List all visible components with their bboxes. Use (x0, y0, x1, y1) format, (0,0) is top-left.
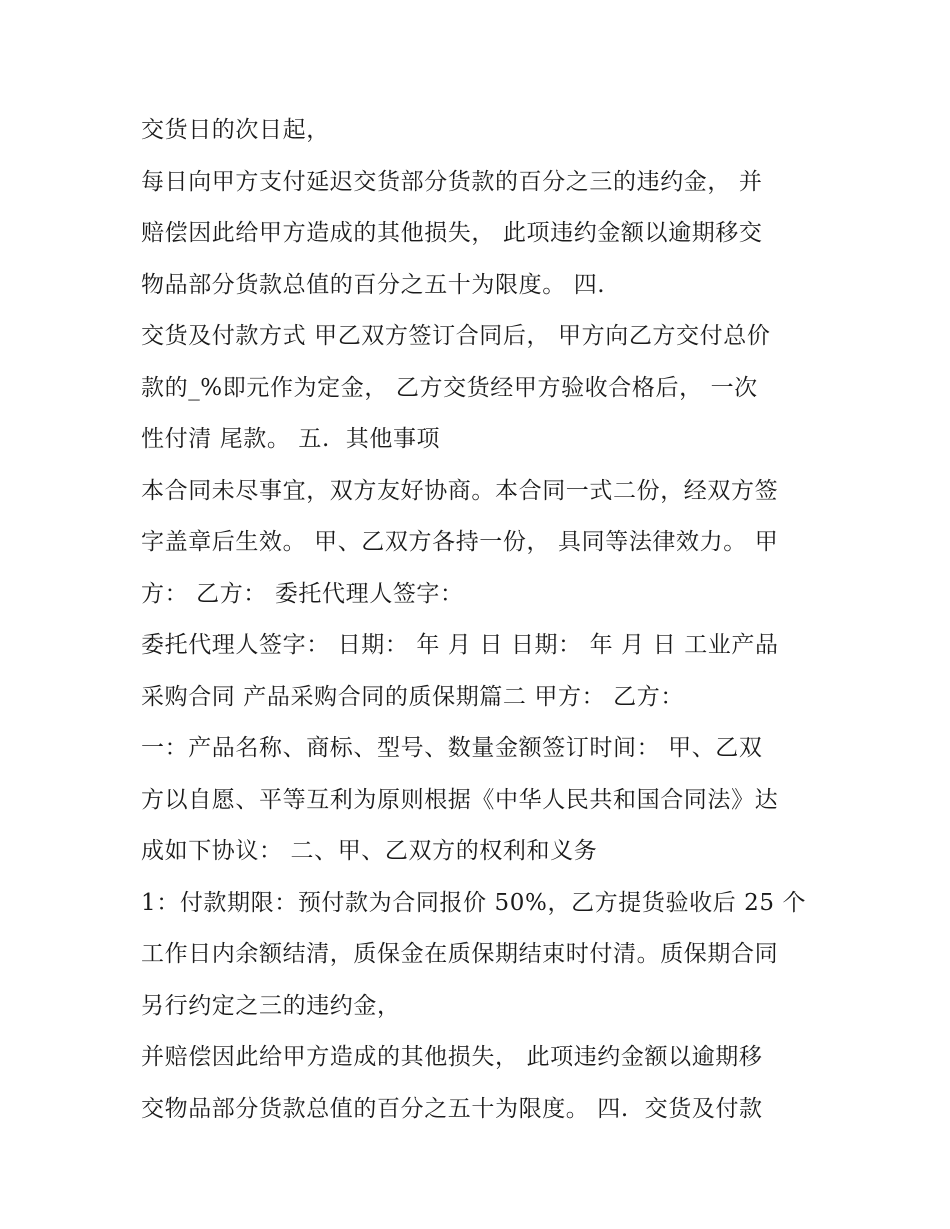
text-line: 方以自愿、平等互利为原则根据《中华人民共和国合同法》达 (141, 786, 779, 813)
text-line: 款的_%即元作为定金， 乙方交货经甲方验收合格后， 一次 (141, 374, 758, 401)
text-line: 成如下协议： 二、甲、乙双方的权利和义务 (141, 838, 598, 864)
text-line: 字盖章后生效。 甲、乙双方各持一份， 具同等法律效力。 甲 (141, 529, 779, 555)
text-line: 1：付款期限：预付款为合同报价 50%，乙方提货验收后 25 个 (141, 889, 807, 916)
text-line: 每日向甲方支付延迟交货部分货款的百分之三的违约金， 并 (141, 168, 763, 195)
text-line: 另行约定之三的违约金， (141, 992, 401, 1019)
text-line: 交货日的次日起， (141, 117, 330, 143)
text-line: 委托代理人签字： 日期： 年 月 日 日期： 年 月 日 工业产品 (141, 632, 779, 658)
text-line: 物品部分货款总值的百分之五十为限度。 四. (141, 271, 606, 298)
text-line: 工作日内余额结清，质保金在质保期结束时付清。质保期合同 (141, 941, 779, 967)
text-line: 采购合同 产品采购合同的质保期篇二 甲方： 乙方： (141, 683, 684, 710)
text-line: 方： 乙方： 委托代理人签字： (141, 580, 464, 607)
document-body (141, 108, 821, 1138)
text-line: 性付清 尾款。 五. 其他事项 (141, 426, 441, 452)
text-line: 并赔偿因此给甲方造成的其他损失， 此项违约金额以逾期移 (141, 1044, 763, 1070)
text-line: 交物品部分货款总值的百分之五十为限度。 四. 交货及付款 (141, 1095, 763, 1122)
text-line: 本合同未尽事宜，双方友好协商。本合同一式二份，经双方签 (141, 477, 779, 504)
text-line: 赔偿因此给甲方造成的其他损失， 此项违约金额以逾期移交 (141, 220, 763, 246)
text-line: 一：产品名称、商标、型号、数量金额签订时间： 甲、乙双 (141, 735, 763, 761)
text-line: 交货及付款方式 甲乙双方签订合同后， 甲方向乙方交付总价 (141, 323, 771, 349)
